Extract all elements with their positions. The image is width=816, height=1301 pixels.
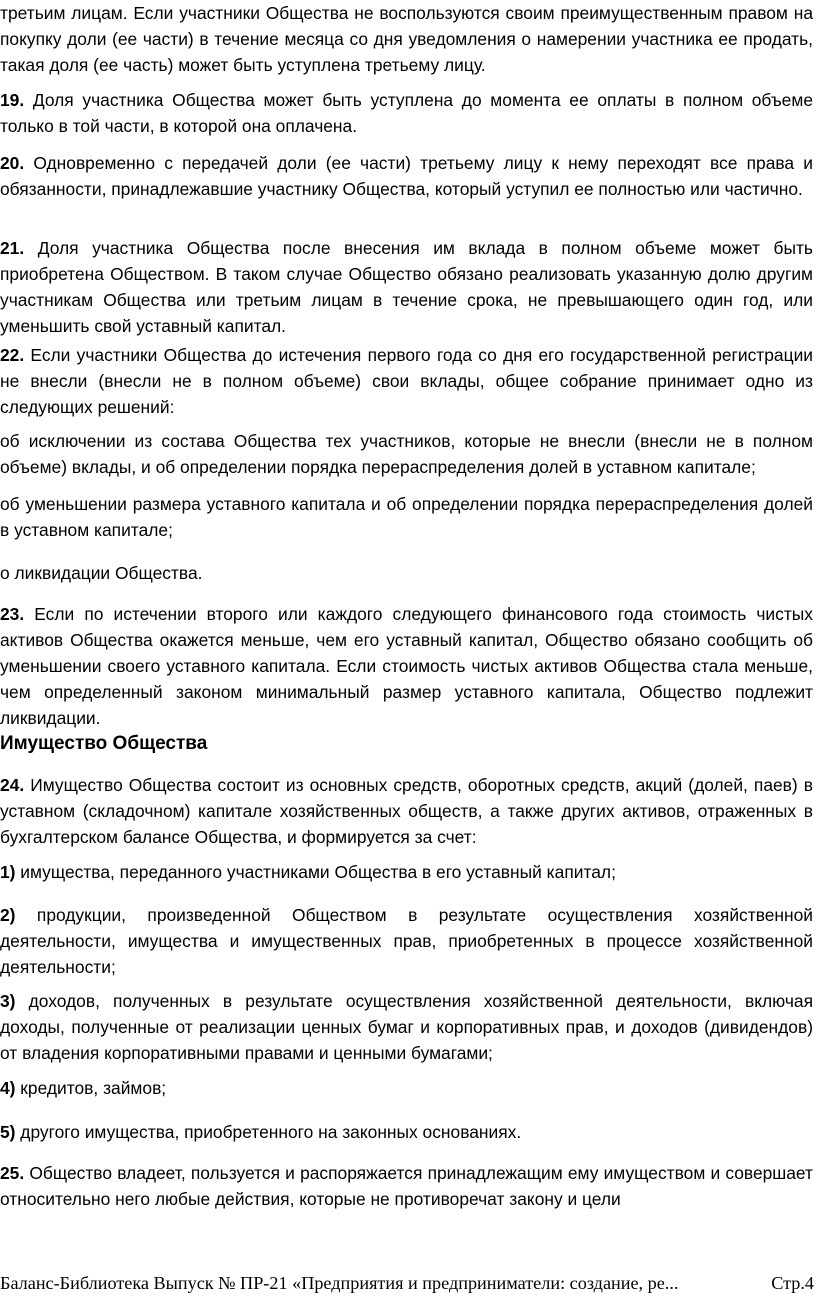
list-option-exclusion: об исключении из состава Общества тех участников, которые не внесли (внесли не в полном объеме) вклады, и об определении порядка перераспределения долей в уставном капитале; <box>0 431 813 477</box>
paragraph-23: 23. Если по истечении второго или каждого следующего финансового года стоимость чистых активов Общества окажется меньше, чем его уставный капитал, Общество обязано сообщить об уменьшении своего уставного капитала. Если стоимость чистых активов Общества стала меньше, чем определенный законом минимальный размер уставного капитала, Общество подлежит ликвидации. <box>0 604 813 728</box>
item-number: 19. <box>0 90 25 110</box>
item-number: 4) <box>0 1078 16 1098</box>
paragraph-19: 19. Доля участника Общества может быть уступлена до момента ее оплаты в полном объеме только в той части, в которой она оплачена. <box>0 90 813 136</box>
item-number: 22. <box>0 345 25 365</box>
item-number: 24. <box>0 775 25 795</box>
item-number: 25. <box>0 1163 25 1183</box>
item-number: 3) <box>0 991 16 1011</box>
subitem-3: 3) доходов, полученных в результате осуществления хозяйственной деятельности, включая доходы, полученные от реализации ценных бумаг и корпоративных прав, и доходов (дивидендов) от владения корпоративными правами и ценными бумагами; <box>0 991 813 1063</box>
item-number: 20. <box>0 153 25 173</box>
page-footer <box>0 1270 816 1296</box>
page-number: Стр.4 <box>771 1273 814 1293</box>
item-number: 2) <box>0 905 16 925</box>
footer-source-title: Баланс-Библиотека Выпуск № ПР-21 «Предприятия и предприниматели: создание, ре... <box>0 1273 679 1293</box>
item-number: 21. <box>0 238 25 258</box>
paragraph-21: 21. Доля участника Общества после внесения им вклада в полном объеме может быть приобретена Обществом. В таком случае Общество обязано реализовать указанную долю другим участникам Общества или третьим лицам в течение срока, не превышающего один год, или уменьшить свой уставный капитал. <box>0 238 813 336</box>
paragraph-25: 25. Общество владеет, пользуется и распоряжается принадлежащим ему имуществом и совершает относительно него любые действия, которые не противоречат закону и цели <box>0 1163 813 1209</box>
subitem-5: 5) другого имущества, приобретенного на законных основаниях. <box>0 1122 522 1142</box>
paragraph-20: 20. Одновременно с передачей доли (ее части) третьему лицу к нему переходят все права и обязанности, принадлежавшие участнику Общества, который уступил ее полностью или частично. <box>0 153 813 199</box>
item-number: 1) <box>0 862 16 882</box>
paragraph-24: 24. Имущество Общества состоит из основных средств, оборотных средств, акций (долей, паев) в уставном (складочном) капитале хозяйственных обществ, а также других активов, отраженных в бухгалтерском балансе Общества, и формируется за счет: <box>0 775 813 847</box>
paragraph-continuation: третьим лицам. Если участники Общества не воспользуются своим преимущественным правом на покупку доли (ее части) в течение месяца со дня уведомления о намерении участника ее продать, такая доля (ее часть) может быть уступлена третьему лицу. <box>0 3 813 75</box>
subitem-4: 4) кредитов, займов; <box>0 1078 167 1098</box>
subitem-1: 1) имущества, переданного участниками Общества в его уставный капитал; <box>0 862 616 882</box>
section-heading: Имущество Общества <box>0 733 208 754</box>
list-option-reduction: об уменьшении размера уставного капитала и об определении порядка перераспределения долей в уставном капитале; <box>0 494 813 540</box>
item-number: 5) <box>0 1122 16 1142</box>
list-option-liquidation: о ликвидации Общества. <box>0 563 203 583</box>
paragraph-22: 22. Если участники Общества до истечения первого года со дня его государственной регистрации не внесли (внесли не в полном объеме) свои вклады, общее собрание принимает одно из следующих решений: <box>0 345 813 417</box>
item-number: 23. <box>0 604 25 624</box>
subitem-2: 2) продукции, произведенной Обществом в результате осуществления хозяйственной деятельности, имущества и имущественных прав, приобретенных в процессе хозяйственной деятельности; <box>0 905 813 977</box>
